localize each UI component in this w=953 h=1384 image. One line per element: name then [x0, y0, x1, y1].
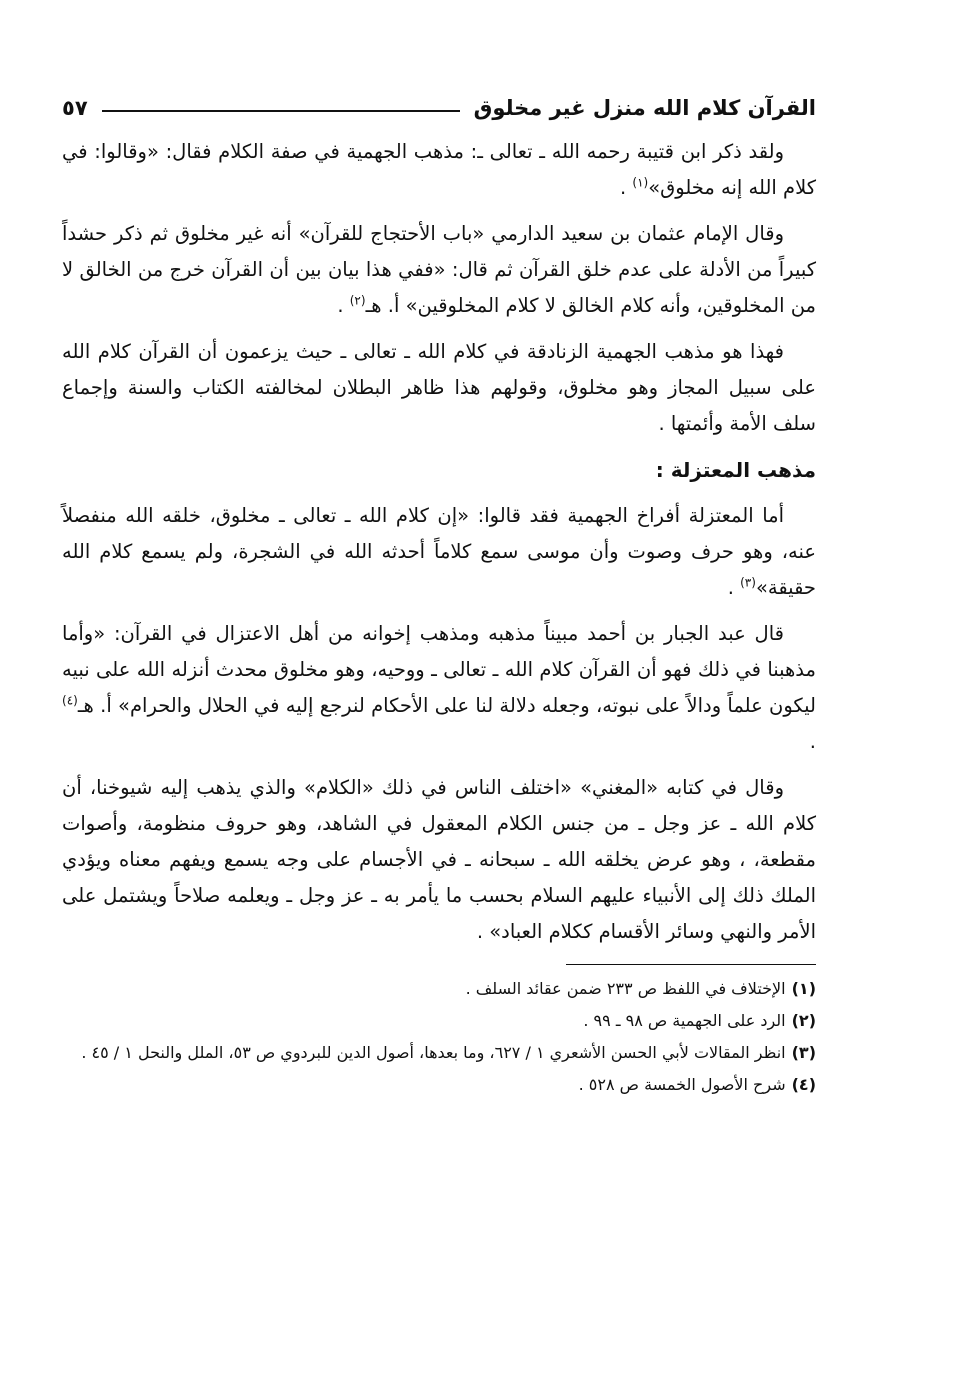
- footnote-number: (١): [791, 979, 816, 998]
- footnote-marker: (١): [632, 175, 649, 190]
- main-text: [62, 134, 816, 950]
- footnote-number: (٢): [791, 1011, 816, 1030]
- paragraph-2: [62, 216, 816, 324]
- paragraph-end: .: [727, 576, 741, 599]
- footnote-number: (٤): [791, 1075, 816, 1094]
- running-header: [62, 88, 816, 128]
- paragraph-text: قال عبد الجبار بن أحمد مبيناً مذهبه ومذهب إخوانه من أهل الاعتزال في القرآن: «وأما مذهبنا في ذلك فهو أن القرآن كلام الله ـ تعالى ـ ووحيه، وهو مخلوق محدث أنزله الله على نبيه ليكون علماً ودالاً على نبوته، وجعله دلالة لنا على الأحكام لنرجع إليه في الحلال والحرام» أ. هـ: [62, 622, 816, 717]
- footnote-2: [62, 1007, 816, 1035]
- book-page: [62, 88, 816, 1103]
- paragraph-4: [62, 498, 816, 606]
- footnote-divider: [566, 964, 816, 965]
- footnote-marker: (٤): [62, 693, 78, 708]
- footnote-marker: (٣): [740, 575, 756, 590]
- footnote-number: (٣): [791, 1043, 816, 1062]
- footnote-text: الرد على الجهمية ص ٩٨ ـ ٩٩ .: [583, 1011, 786, 1030]
- paragraph-end: .: [619, 176, 633, 199]
- paragraph-end: .: [809, 730, 816, 753]
- paragraph-text: ولقد ذكر ابن قتيبة رحمه الله ـ تعالى ـ: مذهب الجهمية في صفة الكلام فقال: «وقالوا: في كلام الله إنه مخلوق»: [62, 140, 816, 199]
- section-heading: مذهب المعتزلة :: [655, 458, 816, 482]
- paragraph-text: وقال في كتابه «المغني» «اختلف الناس في ذلك «الكلام» والذي يذهب إليه شيوخنا، أن كلام الله ـ عز وجل ـ من جنس الكلام المعقول في الشاهد، وهو حروف منظومة، وأصوات مقطعة، ، وهو عرض يخلقه الله ـ سبحانه ـ في الأجسام على وجه يسمع ويفهم معناه ويؤدي الملك ذلك إلى الأنبياء عليهم السلام بحسب ما يأمر به ـ عز وجل ـ ويعلمه صلاحاً ويشتمل على الأمر والنهي وسائر الأقسام ككلام العباد» .: [62, 776, 816, 943]
- paragraph-text: فهذا هو مذهب الجهمية الزنادقة في كلام الله ـ تعالى ـ حيث يزعمون أن القرآن كلام الله على سبيل المجاز وهو مخلوق، وقولهم هذا ظاهر البطلان لمخالفته الكتاب والسنة وإجماع سلف الأمة وأئمتها .: [62, 340, 816, 435]
- paragraph-text: وقال الإمام عثمان بن سعيد الدارمي «باب الأحتجاج للقرآن» أنه غير مخلوق ثم ذكر حشداً كبيراً من الأدلة على عدم خلق القرآن ثم قال: «ففي هذا بيان بين أن القرآن خرج من الخالق لا من المخلوقين، وأنه كلام الخالق لا كلام المخلوقين» أ. هـ: [62, 222, 816, 317]
- footnote-4: [62, 1071, 816, 1099]
- paragraph-text: أما المعتزلة أفراخ الجهمية فقد قالوا: «إن كلام الله ـ تعالى ـ مخلوق، خلقه الله منفصلاً عنه، وهو حرف وصوت وأن موسى سمع كلاماً أحدثه الله في الشجرة، ولم يسمع كلام الله حقيقة»: [62, 504, 816, 599]
- footnote-text: انظر المقالات لأبي الحسن الأشعري ١ / ٦٢٧، وما بعدها، أصول الدين للبردوي ص ٥٣، الملل والنحل ١ / ٤٥ .: [81, 1043, 786, 1062]
- running-title: القرآن كلام الله منزل غير مخلوق: [473, 96, 816, 120]
- paragraph-1: [62, 134, 816, 206]
- header-rule: [102, 110, 460, 112]
- paragraph-6: [62, 770, 816, 950]
- footnote-marker: (٢): [349, 293, 366, 308]
- footnote-text: شرح الأصول الخمسة ص ٥٢٨ .: [578, 1075, 786, 1094]
- page-number: ٥٧: [62, 96, 88, 120]
- footnote-text: الإختلاف في اللفظ ص ٢٣٣ ضمن عقائد السلف .: [465, 979, 786, 998]
- footnote-3: [62, 1039, 816, 1067]
- footnotes: [62, 975, 816, 1099]
- paragraph-5: [62, 616, 816, 760]
- footnote-1: [62, 975, 816, 1003]
- paragraph-3: [62, 334, 816, 442]
- paragraph-end: .: [337, 294, 350, 317]
